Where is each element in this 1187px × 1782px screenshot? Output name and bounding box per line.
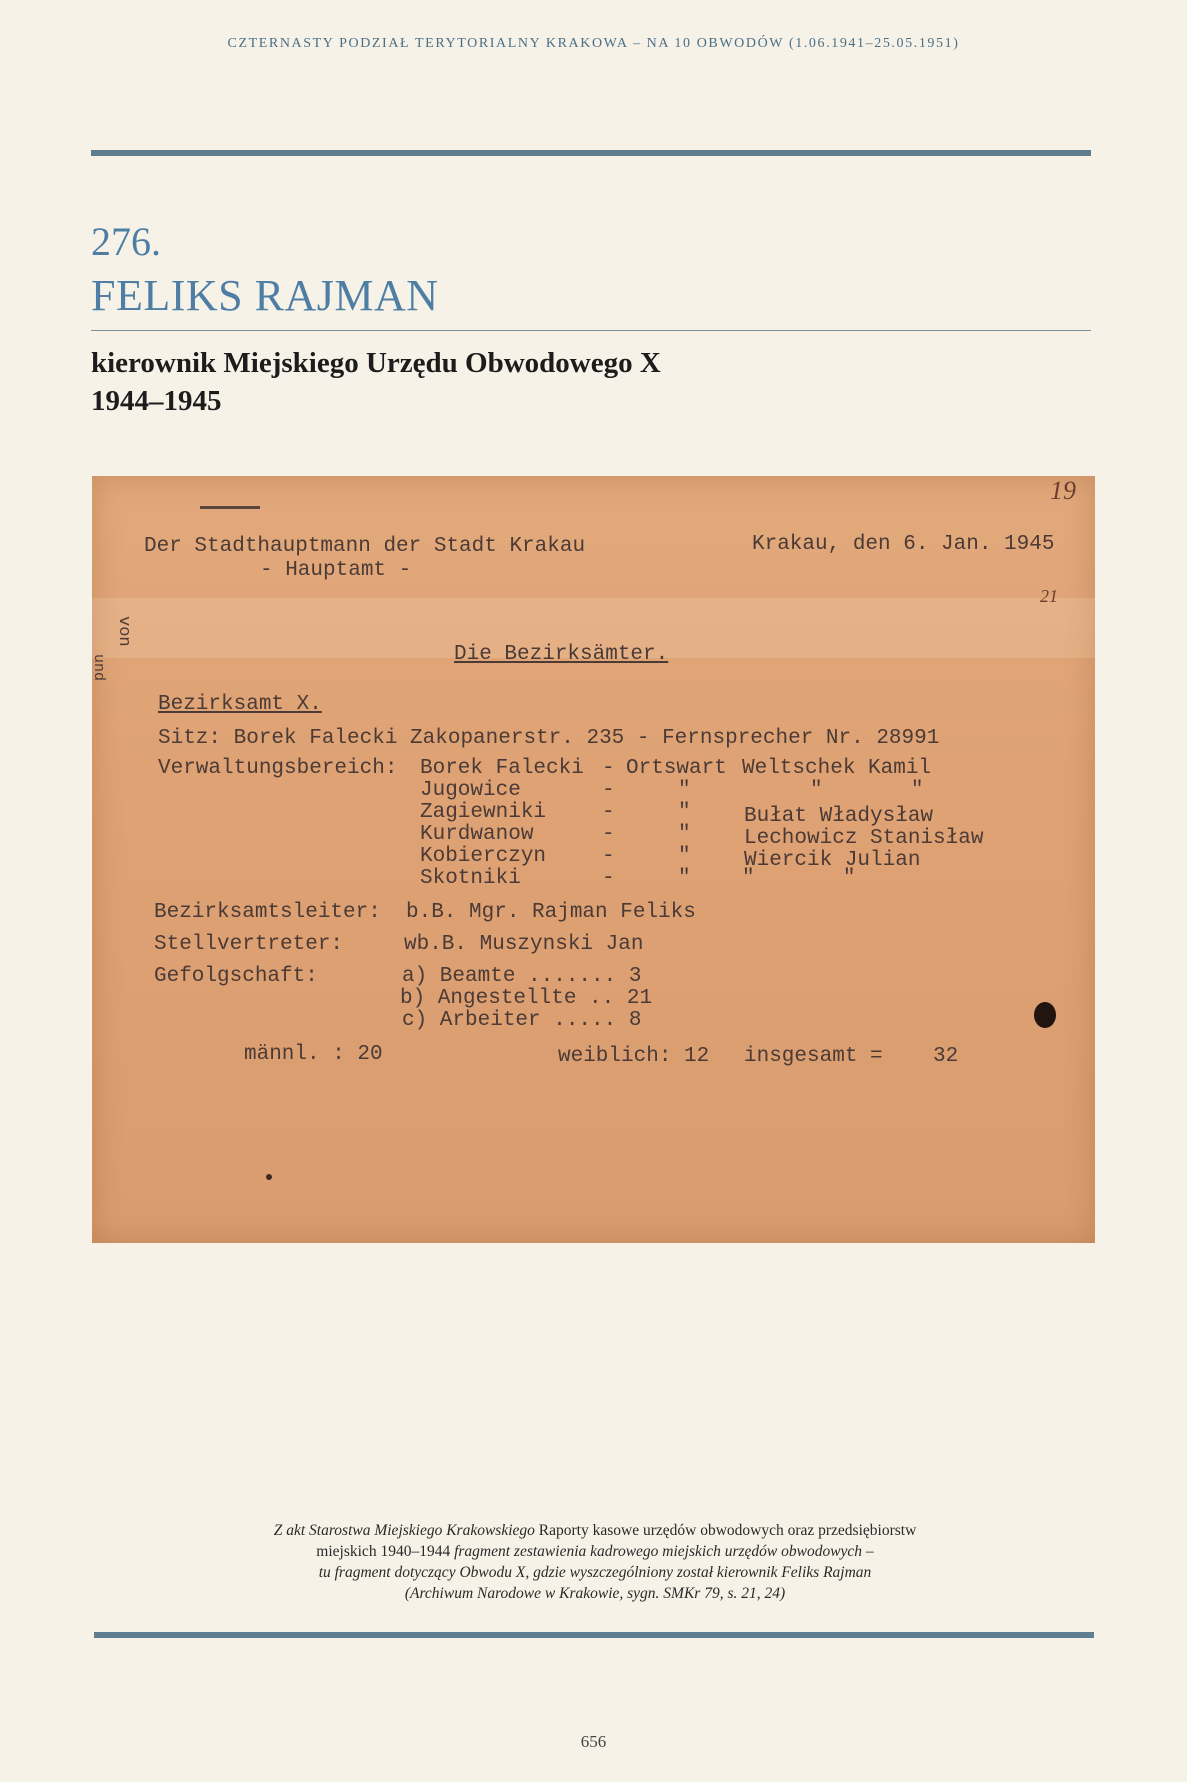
place-name: Skotniki (420, 867, 521, 890)
place-dash: - (602, 801, 615, 824)
place-person: " " (742, 867, 856, 890)
ink-dot (266, 1174, 272, 1180)
caption-line-3: tu fragment dotyczący Obwodu X, gdzie wyszczególniony został kierownik Feliks Rajman (318, 1564, 872, 1581)
place-dash: - (602, 823, 615, 846)
caption-line-4: (Archiwum Narodowe w Krakowie, sygn. SMKr 79, s. 21, 24) (404, 1585, 786, 1602)
place-name: Zagiewniki (420, 801, 547, 824)
staff-row: b) Angestellte .. 21 (400, 987, 653, 1010)
entry-years: 1944–1945 (91, 385, 222, 417)
entry-subtitle (91, 344, 661, 420)
place-name: Kurdwanow (420, 823, 534, 846)
place-role: " (678, 867, 691, 890)
admin-label: Verwaltungsbereich: (158, 757, 398, 780)
deputy-value: wb.B. Muszynski Jan (404, 933, 644, 956)
bottom-rule (94, 1632, 1094, 1638)
place-person: " " (810, 779, 924, 802)
sender-line-2: - Hauptamt - (260, 559, 412, 582)
place-dash: - (602, 779, 615, 802)
staff-label: Gefolgschaft: (154, 965, 318, 988)
place-role: " (678, 801, 691, 824)
entry-role: kierownik Miejskiego Urzędu Obwodowego X (91, 347, 661, 379)
document-date: Krakau, den 6. Jan. 1945 (752, 533, 1055, 556)
title-divider (91, 330, 1091, 331)
staff-row: c) Arbeiter ..... 8 (402, 1009, 642, 1032)
photo-caption (180, 1520, 1010, 1604)
caption-line-1: Z akt Starostwa Miejskiego Krakowskiego Raporty kasowe urzędów obwodowych oraz przedsiębiorstw (273, 1522, 917, 1539)
top-rule (91, 150, 1091, 156)
male-count: männl. : 20 (244, 1043, 383, 1066)
place-dash: - (602, 757, 615, 780)
place-person: Bułat Władysław (744, 805, 934, 828)
margin-von: von (114, 616, 133, 647)
running-head: CZTERNASTY PODZIAŁ TERYTORIALNY KRAKOWA – NA 10 OBWODÓW (1.06.1941–25.05.1951) (227, 36, 960, 51)
entry-name: FELIKS RAJMAN (91, 271, 439, 320)
office-name: Bezirksamt X. (158, 693, 322, 716)
office-seat: Sitz: Borek Falecki Zakopanerstr. 235 - Fernsprecher Nr. 28991 (158, 727, 940, 750)
place-name: Jugowice (420, 779, 521, 802)
place-person: Lechowicz Stanisław (744, 827, 984, 850)
archival-document-photo (92, 476, 1095, 1243)
ink-blot (1034, 1002, 1056, 1028)
staff-row: a) Beamte ....... 3 (402, 965, 642, 988)
place-person: Weltschek Kamil (742, 757, 932, 780)
place-dash: - (602, 845, 615, 868)
document-heading: Die Bezirksämter. (454, 643, 669, 666)
sender-line-1: Der Stadthauptmann der Stadt Krakau (144, 535, 586, 558)
entry-number: 276. (91, 219, 161, 264)
pen-stroke-mark (200, 506, 260, 509)
place-role: Ortswart (626, 757, 727, 780)
place-person: Wiercik Julian (744, 849, 921, 872)
place-dash: - (602, 867, 615, 890)
caption-line-2: miejskich 1940–1944 fragment zestawienia kadrowego miejskich urzędów obwodowych – (316, 1543, 874, 1560)
leader-value: b.B. Mgr. Rajman Feliks (406, 901, 696, 924)
leader-label: Bezirksamtsleiter: (154, 901, 381, 924)
female-count: weiblich: 12 (558, 1045, 710, 1068)
margin-und: und (90, 654, 107, 682)
page-number: 656 (580, 1732, 607, 1751)
handwritten-mark: 21 (1040, 586, 1058, 606)
total-count: insgesamt = 32 (744, 1045, 959, 1068)
deputy-label: Stellvertreter: (154, 933, 344, 956)
place-name: Borek Falecki (420, 757, 584, 780)
place-name: Kobierczyn (420, 845, 547, 868)
place-role: " (678, 845, 691, 868)
place-role: " (678, 823, 691, 846)
place-role: " (678, 779, 691, 802)
handwritten-number: 19 (1050, 476, 1076, 505)
